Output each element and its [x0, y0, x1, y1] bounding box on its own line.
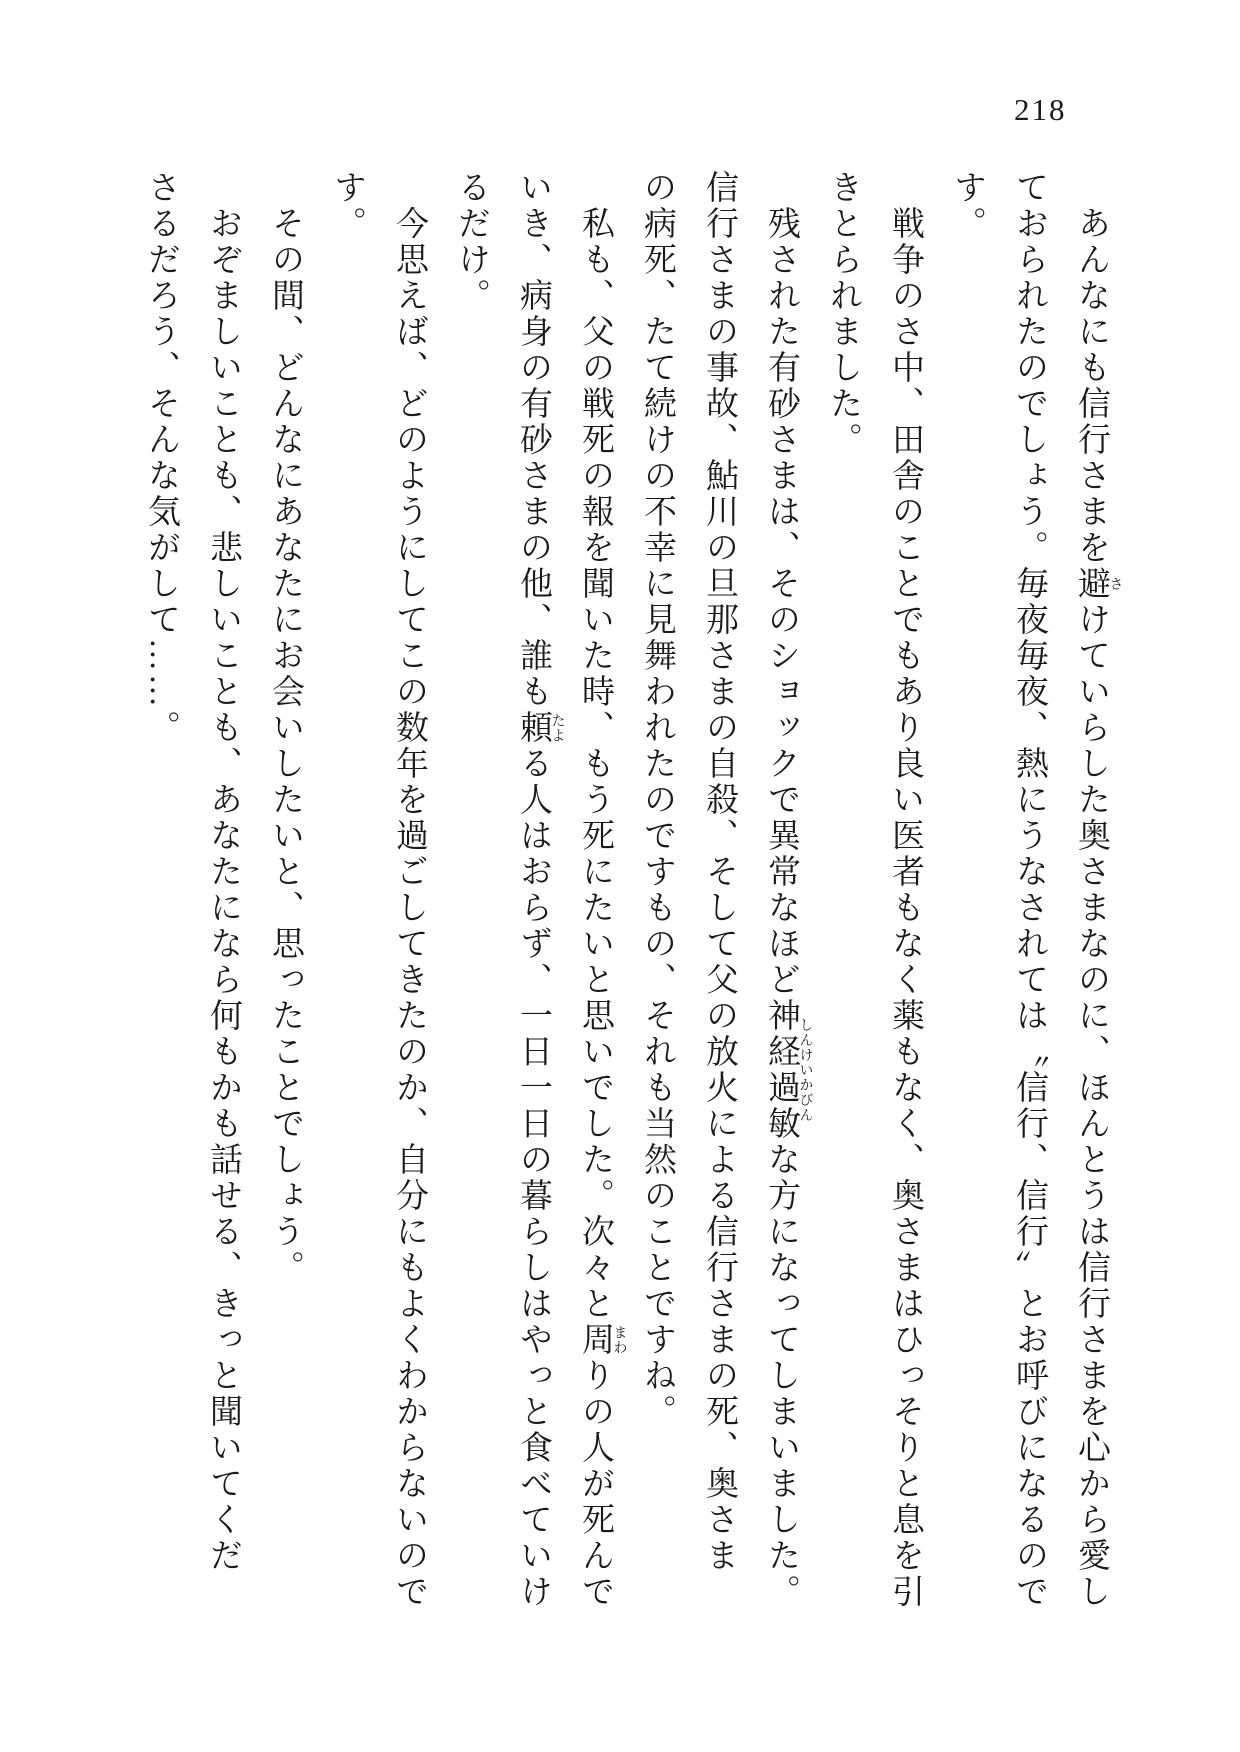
text-column-p1-l1: あんなにも信行さまを避さけていらした奥さまなのに、ほんとうは信行さまを心から愛し: [1073, 206, 1123, 1610]
text-column-p3-l2: 信行さまの事故、鮎川の旦那さまの自殺、そして父の放火による信行さまの死、奥さま: [701, 170, 737, 1574]
text-column-p3-l3: の病死、たて続けの不幸に見舞われたのですもの、それも当然のことですね。: [639, 170, 675, 1430]
text-column-p5-l2: す。: [329, 170, 365, 242]
text-column-p4-l1: 私も、父の戦死の報を聞いた時、もう死にたいと思いでした。次々と周まわりの人が死んで: [577, 206, 627, 1610]
furigana-annotated-text: 神経過敏しんけいかびん: [763, 998, 813, 1142]
text-column-p1-l3: す。: [949, 170, 985, 242]
furigana-annotated-text: 頼たよ: [515, 710, 565, 746]
text-column-p4-l3: るだけ。: [453, 170, 489, 314]
vertical-text-block: [130, 170, 1122, 1632]
text-column-p5-l1: 今思えば、どのようにしてこの数年を過ごしてきたのか、自分にもよくわからないので: [391, 206, 427, 1610]
text-column-p2-l2: きとられました。: [825, 170, 861, 458]
text-column-p6-l1: その間、どんなにあなたにお会いしたいと、思ったことでしょう。: [267, 206, 303, 1286]
text-column-p1-l2: ておられたのでしょう。毎夜毎夜、熱にうなされては〝信行、信行〞とお呼びになるので: [1011, 170, 1047, 1610]
text-column-p3-l1: 残された有砂さまは、そのショックで異常なほど神経過敏しんけいかびんな方になってしまいました。: [763, 206, 813, 1610]
text-column-p7-l2: さるだろう、そんな気がして……。: [143, 170, 179, 746]
text-column-p7-l1: おぞましいことも、悲しいことも、あなたになら何もかも話せる、きっと聞いてくだ: [205, 206, 241, 1574]
furigana-annotated-text: 周まわ: [577, 1322, 627, 1358]
text-column-p2-l1: 戦争のさ中、田舎のことでもあり良い医者もなく薬もなく、奥さまはひっそりと息を引: [887, 206, 923, 1610]
text-column-p4-l2: いき、病身の有砂さまの他、誰も頼たよる人はおらず、一日一日の暮らしはやっと食べていけ: [515, 170, 565, 1610]
page-number: 218: [1014, 92, 1067, 127]
furigana-annotated-text: 避さ: [1073, 566, 1123, 602]
